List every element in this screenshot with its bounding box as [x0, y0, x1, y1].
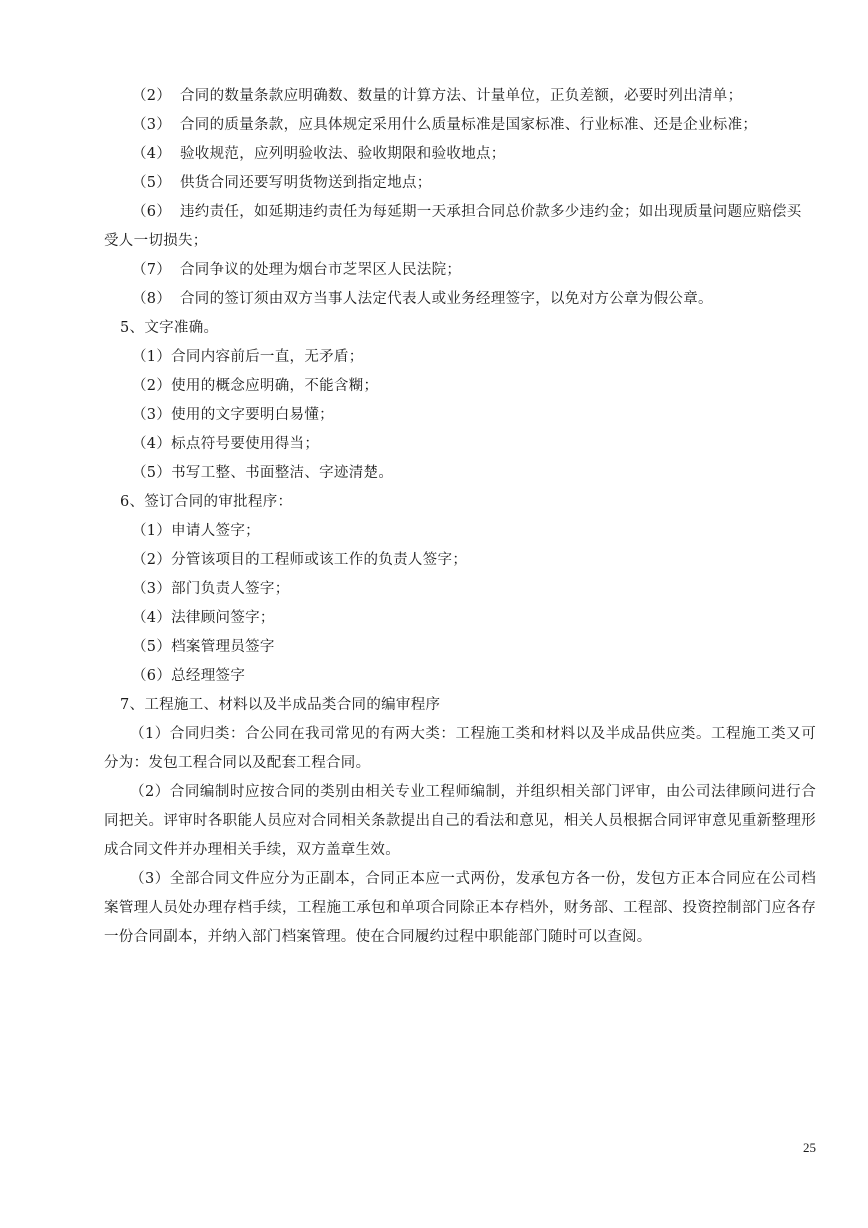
section-heading: 7、工程施工、材料以及半成品类合同的编审程序 — [120, 697, 441, 713]
document-body — [104, 82, 816, 952]
list-item: （2）分管该项目的工程师或该工作的负责人签字； — [132, 552, 468, 568]
section-heading: 5、文字准确。 — [120, 320, 219, 336]
list-item: （3）部门负责人签字； — [132, 581, 290, 597]
clause-text: 违约责任，如延期违约责任为每延期一天承担合同总价款多少违约金；如出现质量问题应赔偿买 — [180, 204, 802, 220]
clause-item — [112, 140, 816, 169]
clause-item — [112, 256, 816, 285]
clause-text: 受人一切损失； — [104, 233, 208, 249]
list-item: （3）使用的文字要明白易懂； — [132, 407, 334, 423]
list-item: （4）标点符号要使用得当； — [132, 436, 320, 452]
list-item: （2）使用的概念应明确，不能含糊； — [132, 378, 379, 394]
clause-text: 合同的质量条款，应具体规定采用什么质量标准是国家标准、行业标准、还是企业标准； — [180, 117, 758, 133]
clause-number: （8） — [132, 291, 172, 307]
clause-number: （3） — [132, 117, 172, 133]
clause-item — [112, 169, 816, 198]
clause-text: 合同的签订须由双方当事人法定代表人或业务经理签字，以免对方公章为假公章。 — [180, 291, 713, 307]
clause-text: 合同争议的处理为烟台市芝罘区人民法院； — [180, 262, 462, 278]
list-item: （4）法律顾问签字； — [132, 610, 275, 626]
clause-continuation — [104, 227, 816, 256]
clause-item — [112, 198, 816, 227]
clause-number: （7） — [132, 262, 172, 278]
list-item: （1）合同内容前后一直，无矛盾； — [132, 349, 364, 365]
clause-number: （6） — [132, 204, 172, 220]
paragraph: （2）合同编制时应按合同的类别由相关专业工程师编制，并组织相关部门评审，由公司法律顾问进行合同把关。评审时各职能人员应对合同相关条款提出自己的看法和意见，相关人员根据合同评审意见重新整理形成合同文件并办理相关手续，双方盖章生效。 — [104, 784, 816, 858]
list-item: （1）申请人签字； — [132, 523, 260, 539]
paragraph: （1）合同归类：合公同在我司常见的有两大类：工程施工类和材料以及半成品供应类。工程施工类又可分为：发包工程合同以及配套工程合同。 — [104, 726, 816, 771]
clause-text: 合同的数量条款应明确数、数量的计算方法、计量单位，正负差额，必要时列出清单； — [180, 88, 743, 104]
clause-text: 供货合同还要写明货物送到指定地点； — [180, 175, 432, 191]
list-item: （5）档案管理员签字 — [132, 639, 275, 655]
list-item: （6）总经理签字 — [132, 668, 246, 684]
clause-item — [112, 111, 816, 140]
clause-item — [112, 285, 816, 314]
clause-text: 验收规范，应列明验收法、验收期限和验收地点； — [180, 146, 506, 162]
clause-number: （2） — [132, 88, 172, 104]
clause-number: （5） — [132, 175, 172, 191]
page-number: 25 — [803, 1140, 816, 1155]
paragraph: （3）全部合同文件应分为正副本，合同正本应一式两份，发承包方各一份，发包方正本合同应在公司档案管理人员处办理存档手续，工程施工承包和单项合同除正本存档外，财务部、工程部、投资控制部门应各存一份合同副本，并纳入部门档案管理。使在合同履约过程中职能部门随时可以查阅。 — [104, 871, 816, 945]
list-item: （5）书写工整、书面整洁、字迹清楚。 — [132, 465, 394, 481]
clause-number: （4） — [132, 146, 172, 162]
clause-item — [112, 82, 816, 111]
section-heading: 6、签订合同的审批程序： — [120, 494, 293, 510]
